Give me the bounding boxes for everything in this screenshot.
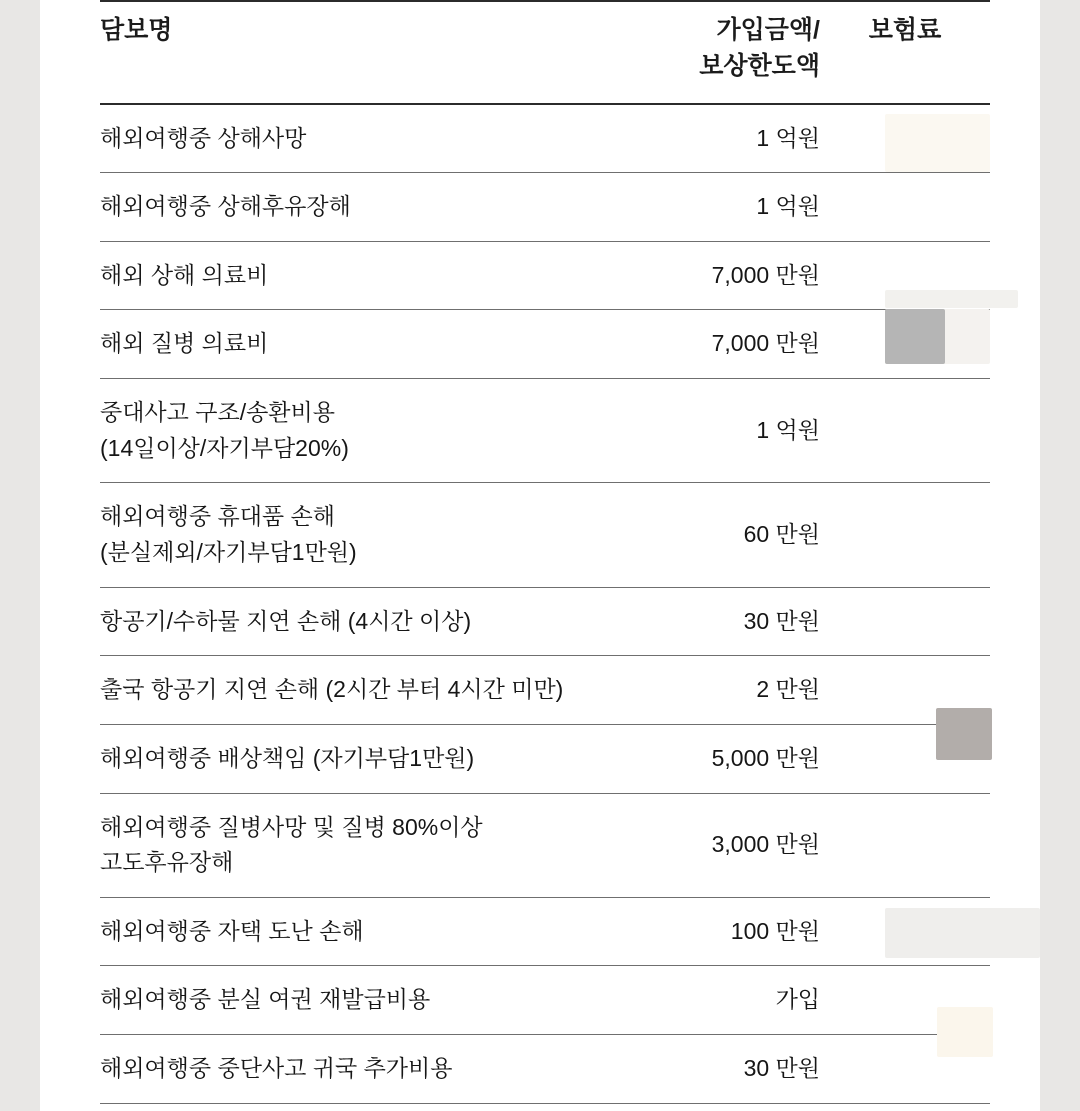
coverage-premium <box>820 793 990 897</box>
table-row <box>100 966 990 1035</box>
coverage-name-line1: 해외여행중 중단사고 귀국 추가비용 <box>100 1055 453 1082</box>
coverage-name-line1: 해외 상해 의료비 <box>100 261 269 288</box>
coverage-name <box>100 724 570 793</box>
coverage-amount: 30 만원 <box>570 587 820 656</box>
redaction-block <box>885 290 1018 308</box>
coverage-amount: 100 만원 <box>570 897 820 966</box>
table-row <box>100 483 990 587</box>
coverage-premium <box>820 587 990 656</box>
table-row <box>100 1035 990 1104</box>
coverage-name <box>100 241 570 310</box>
table-row <box>100 173 990 242</box>
coverage-amount: 30 만원 <box>570 1035 820 1104</box>
column-header-premium: 보험료 <box>820 1 990 104</box>
column-header-amount-line1: 가입금액/ <box>716 16 820 44</box>
coverage-name <box>100 173 570 242</box>
coverage-premium <box>820 379 990 483</box>
table-row <box>100 587 990 656</box>
coverage-name <box>100 587 570 656</box>
coverage-table <box>100 0 990 1104</box>
coverage-name-line1: 해외여행중 자택 도난 손해 <box>100 917 364 944</box>
table-row <box>100 310 990 379</box>
coverage-name-line2: (14일이상/자기부담20%) <box>100 434 349 461</box>
coverage-name <box>100 379 570 483</box>
coverage-name-line1: 해외여행중 상해사망 <box>100 124 307 151</box>
coverage-name-line1: 중대사고 구조/송환비용 <box>100 399 335 426</box>
coverage-name <box>100 793 570 897</box>
table-row <box>100 793 990 897</box>
table-row <box>100 379 990 483</box>
document-sheet <box>40 0 1040 1111</box>
coverage-amount: 5,000 만원 <box>570 724 820 793</box>
table-body <box>100 104 990 1104</box>
coverage-amount: 7,000 만원 <box>570 241 820 310</box>
table-row <box>100 104 990 173</box>
coverage-name <box>100 897 570 966</box>
table-row <box>100 724 990 793</box>
coverage-name <box>100 656 570 725</box>
coverage-name <box>100 310 570 379</box>
coverage-amount: 7,000 만원 <box>570 310 820 379</box>
coverage-name <box>100 966 570 1035</box>
coverage-name-line1: 해외여행중 질병사망 및 질병 80%이상 <box>100 813 483 840</box>
column-header-coverage-name: 담보명 <box>100 1 570 104</box>
coverage-name-line1: 해외여행중 상해후유장해 <box>100 193 351 220</box>
coverage-amount: 60 만원 <box>570 483 820 587</box>
coverage-name <box>100 483 570 587</box>
coverage-name-line1: 해외여행중 휴대품 손해 <box>100 503 335 530</box>
redaction-block <box>937 1007 993 1057</box>
coverage-name-line1: 해외여행중 분실 여권 재발급비용 <box>100 986 431 1013</box>
coverage-table-container <box>100 0 990 1104</box>
coverage-amount: 1 억원 <box>570 173 820 242</box>
redaction-block <box>885 114 990 172</box>
coverage-amount: 1 억원 <box>570 104 820 173</box>
coverage-name <box>100 1035 570 1104</box>
table-header-row <box>100 1 990 104</box>
table-header <box>100 1 990 104</box>
redaction-block <box>936 708 992 760</box>
coverage-name-line2: (분실제외/자기부담1만원) <box>100 538 357 565</box>
coverage-name-line1: 항공기/수하물 지연 손해 (4시간 이상) <box>100 607 472 634</box>
coverage-premium <box>820 483 990 587</box>
coverage-name <box>100 104 570 173</box>
column-header-amount-line2: 보상한도액 <box>699 52 820 81</box>
coverage-name-line1: 출국 항공기 지연 손해 (2시간 부터 4시간 미만) <box>100 676 564 703</box>
coverage-premium <box>820 173 990 242</box>
coverage-amount: 1 억원 <box>570 379 820 483</box>
table-row <box>100 656 990 725</box>
coverage-name-line2: 고도후유장해 <box>100 849 234 876</box>
coverage-name-line1: 해외여행중 배상책임 (자기부담1만원) <box>100 744 475 771</box>
table-row <box>100 897 990 966</box>
coverage-name-line1: 해외 질병 의료비 <box>100 330 269 357</box>
coverage-amount: 2 만원 <box>570 656 820 725</box>
coverage-amount: 가입 <box>570 966 820 1035</box>
redaction-block <box>885 309 945 364</box>
column-header-amount <box>570 1 820 104</box>
redaction-block <box>885 908 1040 958</box>
table-row <box>100 241 990 310</box>
coverage-amount: 3,000 만원 <box>570 793 820 897</box>
